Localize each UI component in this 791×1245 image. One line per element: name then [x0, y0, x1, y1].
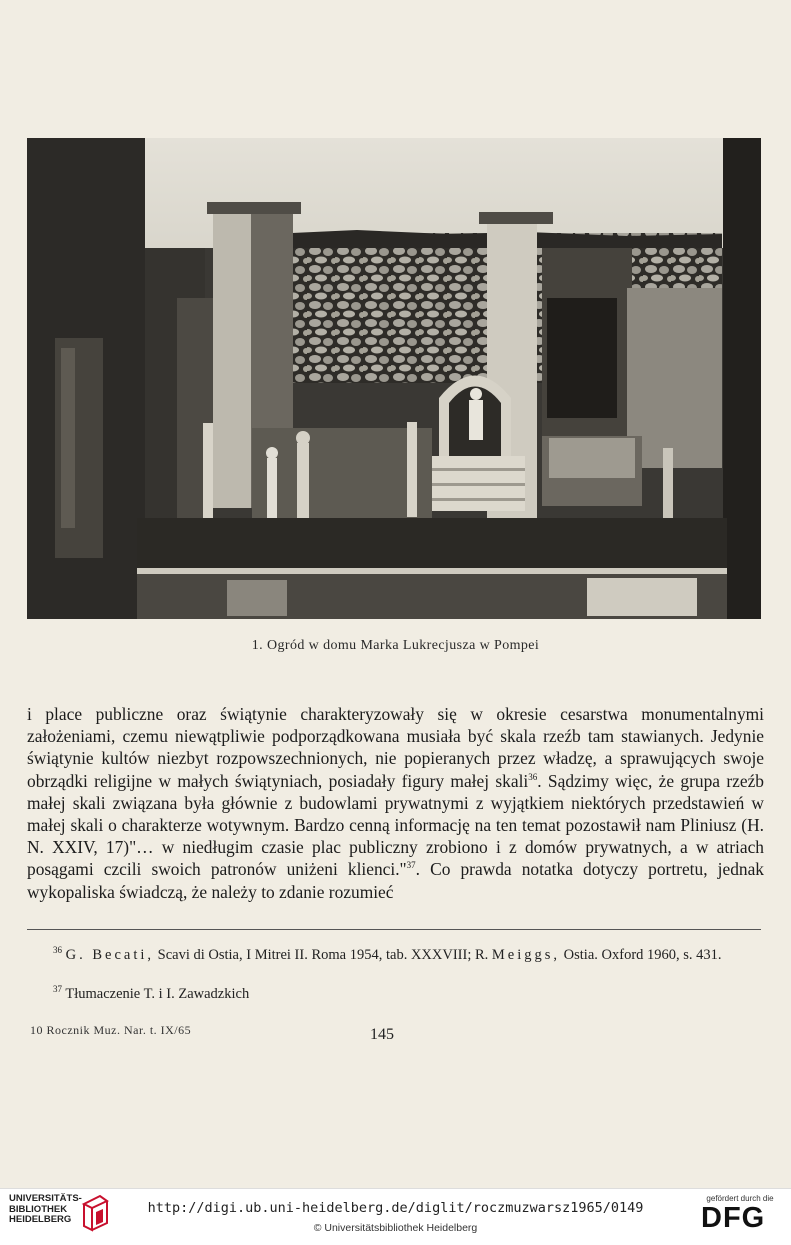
footnote-mark: 36	[53, 945, 62, 956]
footnote-mark: 37	[53, 984, 62, 995]
footnote-ref-36[interactable]: 36	[528, 771, 538, 782]
body-text	[27, 703, 764, 903]
funding-note: gefördert durch die	[706, 1194, 774, 1203]
library-name-line: HEIDELBERG	[9, 1214, 72, 1225]
page-number: 145	[370, 1026, 394, 1043]
footer-bar	[0, 1188, 791, 1245]
footnote-text: Scavi di Ostia, I Mitrei II. Roma 1954, tab. XXXVIII; R.	[154, 947, 492, 963]
figure-caption: 1. Ogród w domu Marka Lukrecjusza w Pompei	[251, 638, 540, 653]
footnote-ref-37[interactable]: 37	[406, 860, 416, 871]
footnote-text: Tłumaczenie T. i I. Zawadzkich	[62, 986, 250, 1002]
permalink-url[interactable]: http://digi.ub.uni-heidelberg.de/diglit/roczmuzwarsz1965/0149	[147, 1200, 644, 1216]
footnote-37	[27, 985, 761, 1004]
paragraph-part: . Co prawda notatka dotyczy portretu, jednak wykopaliska świadczą, że należy to zdanie rozumieć	[27, 859, 764, 902]
footnote-text: Ostia. Oxford 1960, s. 431.	[560, 947, 722, 963]
body-paragraph	[27, 703, 764, 903]
footnote-36	[27, 946, 761, 965]
footnote-author: G. Becati,	[65, 947, 155, 963]
printer-signature: 10 Rocznik Muz. Nar. t. IX/65	[30, 1023, 192, 1037]
footnote-author: Meiggs,	[491, 947, 561, 963]
paragraph-part: . Sądzimy więc, że grupa rzeźb małej skali związana była głównie z budowlami prywatnymi z wyjątkiem niektórych przedstawień w małej skali o charakterze wotywnym. Bardzo cenną informację na ten temat pozostawił nam Pliniusz (H. N. XXIV, 17)"… w niedługim czasie plac publiczny zrobiono i z domów prywatnych, a w atriach posągami czcili swoich patronów uniżeni klienci."	[27, 770, 764, 880]
dfg-logo[interactable]: DFG	[701, 1202, 766, 1234]
footnote-divider	[27, 929, 761, 930]
copyright-notice: © Universitätsbibliothek Heidelberg	[313, 1222, 478, 1234]
paragraph-part: i place publiczne oraz świątynie charakteryzowały się w okresie cesarstwa monumentalnymi założeniami, czemu niewątpliwie podporządkowana musiała być skala rzeźb tam stawianych. Jedynie świątynie kultów niezbyt rozpowszechnionych, nie popieranych przez władzę, a sprawujących swoje obrządki religijne w małych świątyniach, posiadały figury małej skali	[27, 704, 764, 791]
library-name-line: UNIVERSITÄTS-	[9, 1193, 82, 1204]
library-name-line: BIBLIOTHEK	[9, 1203, 68, 1215]
garden-photograph	[27, 138, 761, 619]
